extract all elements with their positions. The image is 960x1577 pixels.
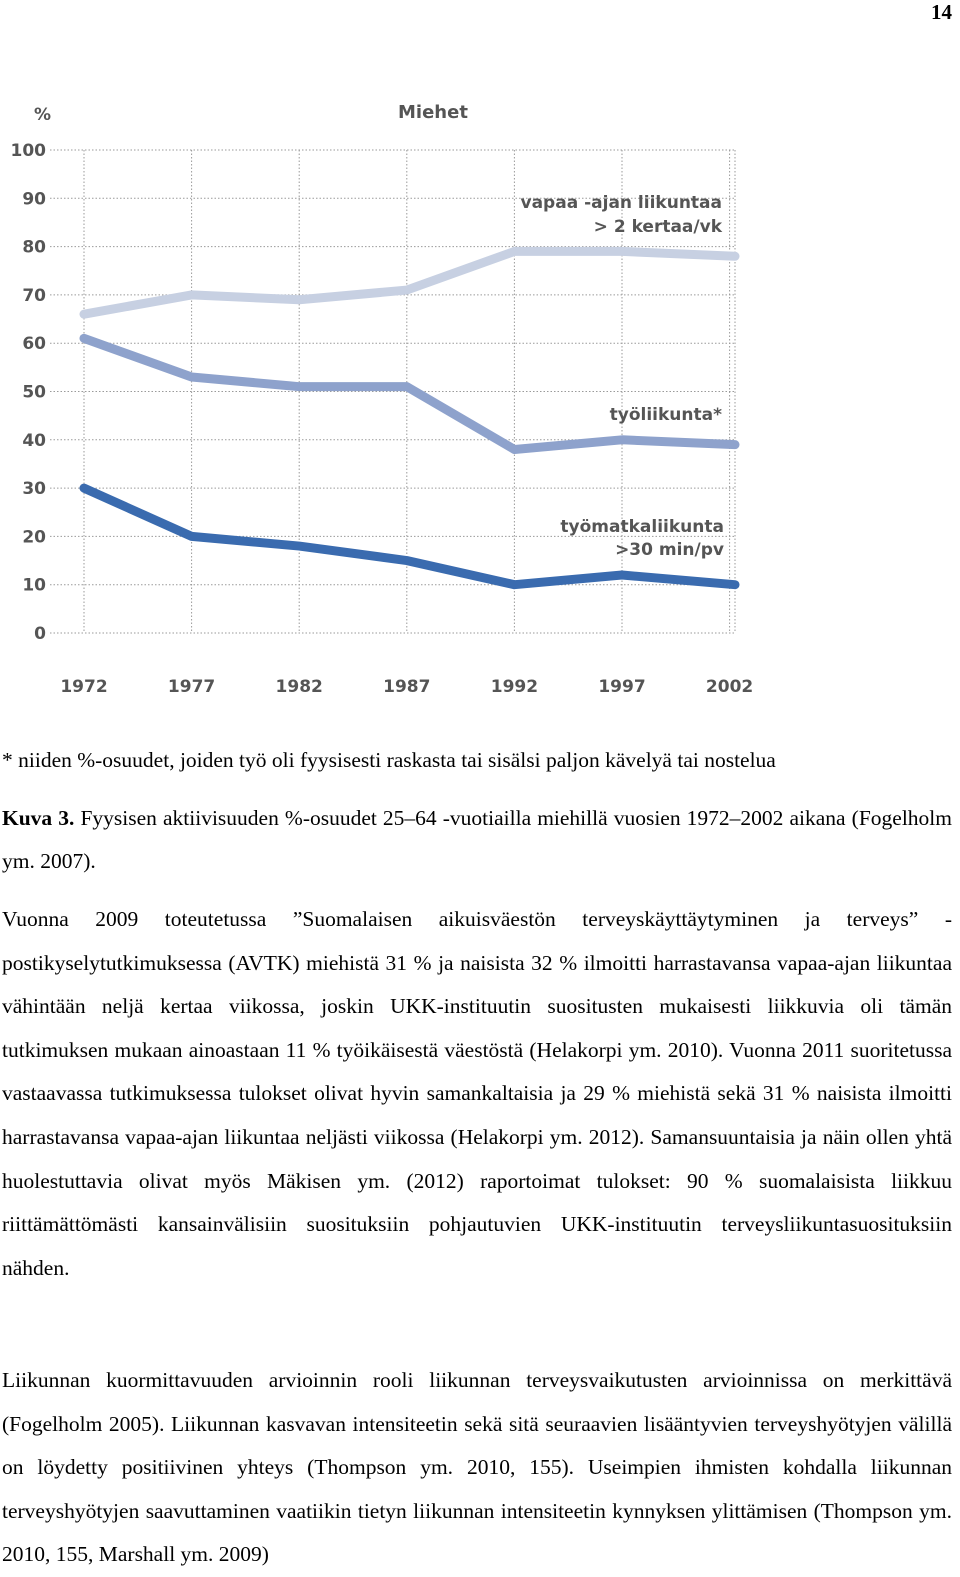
series-label: työmatkaliikunta bbox=[560, 517, 724, 537]
x-tick-label: 1987 bbox=[383, 677, 431, 697]
y-tick-label: 70 bbox=[22, 285, 46, 306]
y-tick-label: 90 bbox=[22, 189, 46, 210]
y-tick-label: 50 bbox=[22, 382, 46, 403]
figure-footnote: * niiden %-osuudet, joiden työ oli fyysisesti raskasta tai sisälsi paljon kävelyä tai nostelua bbox=[2, 748, 776, 772]
figure-caption bbox=[2, 797, 952, 883]
page-number: 14 bbox=[931, 0, 952, 24]
series-label: >30 min/pv bbox=[615, 540, 724, 560]
y-tick-label: 30 bbox=[22, 479, 46, 500]
x-tick-label: 2002 bbox=[705, 677, 754, 697]
caption-label: Kuva 3. bbox=[2, 806, 75, 830]
paragraph-1: Vuonna 2009 toteutetussa ”Suomalaisen aikuisväestön terveyskäyttäytyminen ja terveys” -postikyselytutkimuksessa (AVTK) miehistä 31 % ja naisista 32 % ilmoitti harrastavansa vapaa-ajan liikuntaa vähintään neljä kertaa viikossa, joskin UKK-instituutin suositusten mukaisesti liikkuvia oli tämän tutkimuksen mukaan ainoastaan 11 % työikäisestä väestöstä (Helakorpi ym. 2010). Vuonna 2011 suoritetussa vastaavassa tutkimuksessa tulokset olivat hyvin samankaltaisia ja 29 % miehistä sekä 31 % naisista ilmoitti harrastavansa vapaa-ajan liikuntaa neljästi viikossa (Helakorpi ym. 2012). Samansuuntaisia ja näin ollen yhtä huolestuttavia olivat myös Mäkisen ym. (2012) raportoimat tulokset: 90 % suomalaisista liikkuu riittämättömästi kansainvälisiin suosituksiin pohjautuvien UKK-instituutin terveysliikuntasuosituksiin nähden. bbox=[2, 907, 952, 1280]
y-tick-label: 60 bbox=[22, 334, 46, 355]
series-label: työliikunta* bbox=[609, 405, 722, 425]
series-label: > 2 kertaa/vk bbox=[593, 217, 722, 237]
activity-line-chart bbox=[0, 90, 780, 710]
y-tick-label: 40 bbox=[22, 430, 46, 451]
y-tick-label: 80 bbox=[22, 237, 46, 258]
y-tick-label: 100 bbox=[10, 141, 46, 161]
x-tick-label: 1997 bbox=[598, 677, 646, 697]
paragraph-2: Liikunnan kuormittavuuden arvioinnin rooli liikunnan terveysvaikutusten arvioinnissa on merkittävä (Fogelholm 2005). Liikunnan kasvavan intensiteetin sekä sitä seuraavien lisääntyvien terveyshyötyjen välillä on löydetty positiivinen yhteys (Thompson ym. 2010, 155). Useimpien ihmisten kohdalla liikunnan terveyshyötyjen saavuttaminen vaatiikin tietyn liikunnan intensiteetin kynnyksen ylittämisen (Thompson ym. 2010, 155, Marshall ym. 2009) bbox=[2, 1368, 952, 1567]
x-axis-ticks bbox=[60, 677, 753, 697]
y-tick-label: 0 bbox=[34, 624, 46, 644]
caption-text: Fyysisen aktiivisuuden %-osuudet 25–64 -vuotiailla miehillä vuosien 1972–2002 aikana (Fogelholm ym. 2007). bbox=[2, 806, 952, 873]
x-tick-label: 1992 bbox=[490, 677, 539, 697]
y-tick-label: 20 bbox=[22, 527, 46, 548]
x-tick-label: 1982 bbox=[275, 677, 323, 697]
x-tick-label: 1972 bbox=[60, 677, 108, 697]
series-line bbox=[84, 338, 735, 449]
y-tick-label: 10 bbox=[22, 575, 46, 596]
series-line bbox=[84, 251, 735, 314]
chart-title: Miehet bbox=[398, 102, 468, 123]
x-tick-label: 1977 bbox=[167, 677, 216, 697]
y-axis-ticks bbox=[11, 141, 47, 644]
y-axis-label: % bbox=[34, 105, 52, 125]
series-label: vapaa -ajan liikuntaa bbox=[520, 193, 722, 213]
